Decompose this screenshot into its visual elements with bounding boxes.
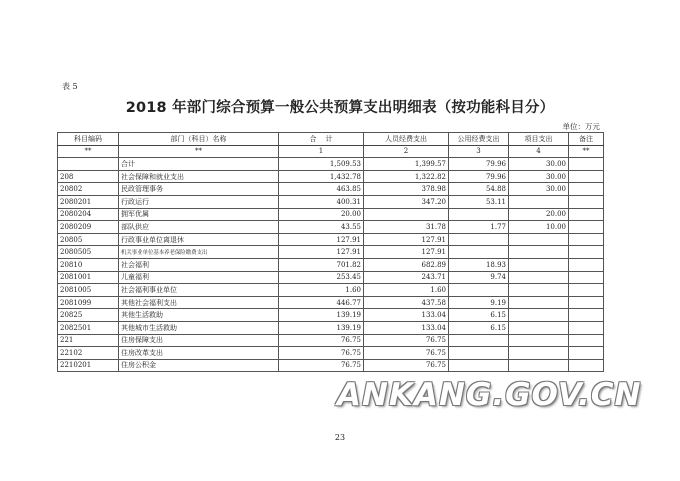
index-cell: 2 — [364, 145, 449, 158]
index-cell: 3 — [449, 145, 509, 158]
personnel-cell: 243.71 — [364, 271, 449, 284]
total-cell: 76.75 — [279, 359, 364, 372]
note-cell — [569, 208, 604, 221]
code-cell: 2080204 — [58, 208, 119, 221]
total-cell: 400.31 — [279, 195, 364, 208]
code-cell: 2080201 — [58, 195, 119, 208]
project-cell — [509, 271, 569, 284]
total-cell: 127.91 — [279, 246, 364, 259]
note-cell — [569, 321, 604, 334]
public-cell: 79.96 — [449, 158, 509, 171]
note-cell — [569, 170, 604, 183]
public-cell: 9.19 — [449, 296, 509, 309]
personnel-cell: 76.75 — [364, 359, 449, 372]
note-cell — [569, 271, 604, 284]
name-cell: 其他社会福利支出 — [119, 296, 279, 309]
index-cell: 4 — [509, 145, 569, 158]
code-cell: 2082501 — [58, 321, 119, 334]
personnel-cell: 76.75 — [364, 334, 449, 347]
code-cell: 221 — [58, 334, 119, 347]
note-cell — [569, 233, 604, 246]
public-cell — [449, 233, 509, 246]
personnel-cell: 378.98 — [364, 183, 449, 196]
note-cell — [569, 158, 604, 171]
name-cell: 社会保障和就业支出 — [119, 170, 279, 183]
code-cell: 2081005 — [58, 284, 119, 297]
name-cell: 民政管理事务 — [119, 183, 279, 196]
total-cell: 1,432.78 — [279, 170, 364, 183]
header-personnel: 人员经费支出 — [364, 133, 449, 146]
public-cell: 79.96 — [449, 170, 509, 183]
personnel-cell: 1,322.82 — [364, 170, 449, 183]
table-row — [58, 170, 604, 183]
total-cell: 446.77 — [279, 296, 364, 309]
header-public: 公用经费支出 — [449, 133, 509, 146]
name-cell: 社会福利事业单位 — [119, 284, 279, 297]
personnel-cell — [364, 208, 449, 221]
public-cell: 53.11 — [449, 195, 509, 208]
public-cell: 6.15 — [449, 309, 509, 322]
name-cell: 住房公积金 — [119, 359, 279, 372]
personnel-cell: 76.75 — [364, 347, 449, 360]
name-cell: 儿童福利 — [119, 271, 279, 284]
table-row — [58, 258, 604, 271]
personnel-cell: 133.04 — [364, 309, 449, 322]
code-cell — [58, 158, 119, 171]
table-row — [58, 334, 604, 347]
code-cell: 2081001 — [58, 271, 119, 284]
total-cell: 253.45 — [279, 271, 364, 284]
header-note: 备注 — [569, 133, 604, 146]
public-cell — [449, 284, 509, 297]
personnel-cell: 1.60 — [364, 284, 449, 297]
table-row — [58, 233, 604, 246]
table-row — [58, 221, 604, 234]
project-cell: 30.00 — [509, 183, 569, 196]
total-cell: 43.55 — [279, 221, 364, 234]
table-row — [58, 271, 604, 284]
personnel-cell: 347.20 — [364, 195, 449, 208]
project-cell — [509, 284, 569, 297]
index-cell: ** — [58, 145, 119, 158]
note-cell — [569, 309, 604, 322]
header-name: 部门（科目）名称 — [119, 133, 279, 146]
code-cell: 2081099 — [58, 296, 119, 309]
name-cell: 住房保障支出 — [119, 334, 279, 347]
project-cell — [509, 309, 569, 322]
table-row — [58, 296, 604, 309]
total-cell: 1,509.53 — [279, 158, 364, 171]
table-row — [58, 284, 604, 297]
table-row — [58, 359, 604, 372]
header-project: 项目支出 — [509, 133, 569, 146]
code-cell: 2210201 — [58, 359, 119, 372]
code-cell: 20825 — [58, 309, 119, 322]
page-title: 2018 年部门综合预算一般公共预算支出明细表（按功能科目分） — [125, 100, 555, 116]
note-cell — [569, 195, 604, 208]
project-cell — [509, 321, 569, 334]
watermark-logo: ANKANG.GOV.CN — [337, 377, 642, 413]
personnel-cell: 437.58 — [364, 296, 449, 309]
header-total: 合 计 — [279, 133, 364, 146]
public-cell: 54.88 — [449, 183, 509, 196]
public-cell — [449, 334, 509, 347]
name-cell: 住房改革支出 — [119, 347, 279, 360]
personnel-cell: 127.91 — [364, 233, 449, 246]
personnel-cell: 1,399.57 — [364, 158, 449, 171]
code-cell: 2080505 — [58, 246, 119, 259]
table-row — [58, 246, 604, 259]
table-row — [58, 183, 604, 196]
total-cell: 463.85 — [279, 183, 364, 196]
name-cell: 社会福利 — [119, 258, 279, 271]
budget-table — [57, 132, 604, 372]
name-cell: 合计 — [119, 158, 279, 171]
project-cell — [509, 296, 569, 309]
public-cell — [449, 246, 509, 259]
note-cell — [569, 221, 604, 234]
name-cell: 机关事业单位基本养老保险缴费支出 — [119, 246, 279, 259]
project-cell: 30.00 — [509, 170, 569, 183]
total-cell: 127.91 — [279, 233, 364, 246]
personnel-cell: 31.78 — [364, 221, 449, 234]
note-cell — [569, 296, 604, 309]
code-cell: 20802 — [58, 183, 119, 196]
table-row — [58, 208, 604, 221]
public-cell: 1.77 — [449, 221, 509, 234]
name-cell: 其他城市生活救助 — [119, 321, 279, 334]
name-cell: 其他生活救助 — [119, 309, 279, 322]
project-cell — [509, 258, 569, 271]
personnel-cell: 127.91 — [364, 246, 449, 259]
note-cell — [569, 359, 604, 372]
header-code: 科目编码 — [58, 133, 119, 146]
project-cell — [509, 246, 569, 259]
table-row — [58, 321, 604, 334]
code-cell: 208 — [58, 170, 119, 183]
table-row — [58, 195, 604, 208]
note-cell — [569, 246, 604, 259]
code-cell: 20810 — [58, 258, 119, 271]
project-cell — [509, 347, 569, 360]
code-cell: 2080209 — [58, 221, 119, 234]
note-cell — [569, 183, 604, 196]
project-cell — [509, 195, 569, 208]
name-cell: 行政运行 — [119, 195, 279, 208]
index-cell: ** — [119, 145, 279, 158]
project-cell — [509, 233, 569, 246]
table-row — [58, 158, 604, 171]
project-cell — [509, 334, 569, 347]
page-number: 23 — [334, 433, 346, 442]
index-cell: 1 — [279, 145, 364, 158]
public-cell — [449, 347, 509, 360]
total-cell: 701.82 — [279, 258, 364, 271]
index-row — [58, 145, 604, 158]
unit-label: 单位：万元 — [562, 122, 600, 131]
total-cell: 139.19 — [279, 309, 364, 322]
total-cell: 139.19 — [279, 321, 364, 334]
public-cell: 6.15 — [449, 321, 509, 334]
public-cell — [449, 359, 509, 372]
project-cell: 20.00 — [509, 208, 569, 221]
code-cell: 22102 — [58, 347, 119, 360]
table-number: 表 5 — [62, 82, 78, 91]
public-cell: 18.93 — [449, 258, 509, 271]
project-cell — [509, 359, 569, 372]
index-cell: ** — [569, 145, 604, 158]
project-cell: 30.00 — [509, 158, 569, 171]
table-row — [58, 347, 604, 360]
name-cell: 部队供应 — [119, 221, 279, 234]
note-cell — [569, 258, 604, 271]
note-cell — [569, 347, 604, 360]
total-cell: 1.60 — [279, 284, 364, 297]
project-cell: 10.00 — [509, 221, 569, 234]
personnel-cell: 682.89 — [364, 258, 449, 271]
public-cell — [449, 208, 509, 221]
total-cell: 76.75 — [279, 347, 364, 360]
public-cell: 9.74 — [449, 271, 509, 284]
total-cell: 20.00 — [279, 208, 364, 221]
personnel-cell: 133.04 — [364, 321, 449, 334]
code-cell: 20805 — [58, 233, 119, 246]
name-cell: 拥军优属 — [119, 208, 279, 221]
table-header-row — [58, 133, 604, 146]
name-cell: 行政事业单位离退休 — [119, 233, 279, 246]
note-cell — [569, 334, 604, 347]
note-cell — [569, 284, 604, 297]
table-row — [58, 309, 604, 322]
total-cell: 76.75 — [279, 334, 364, 347]
